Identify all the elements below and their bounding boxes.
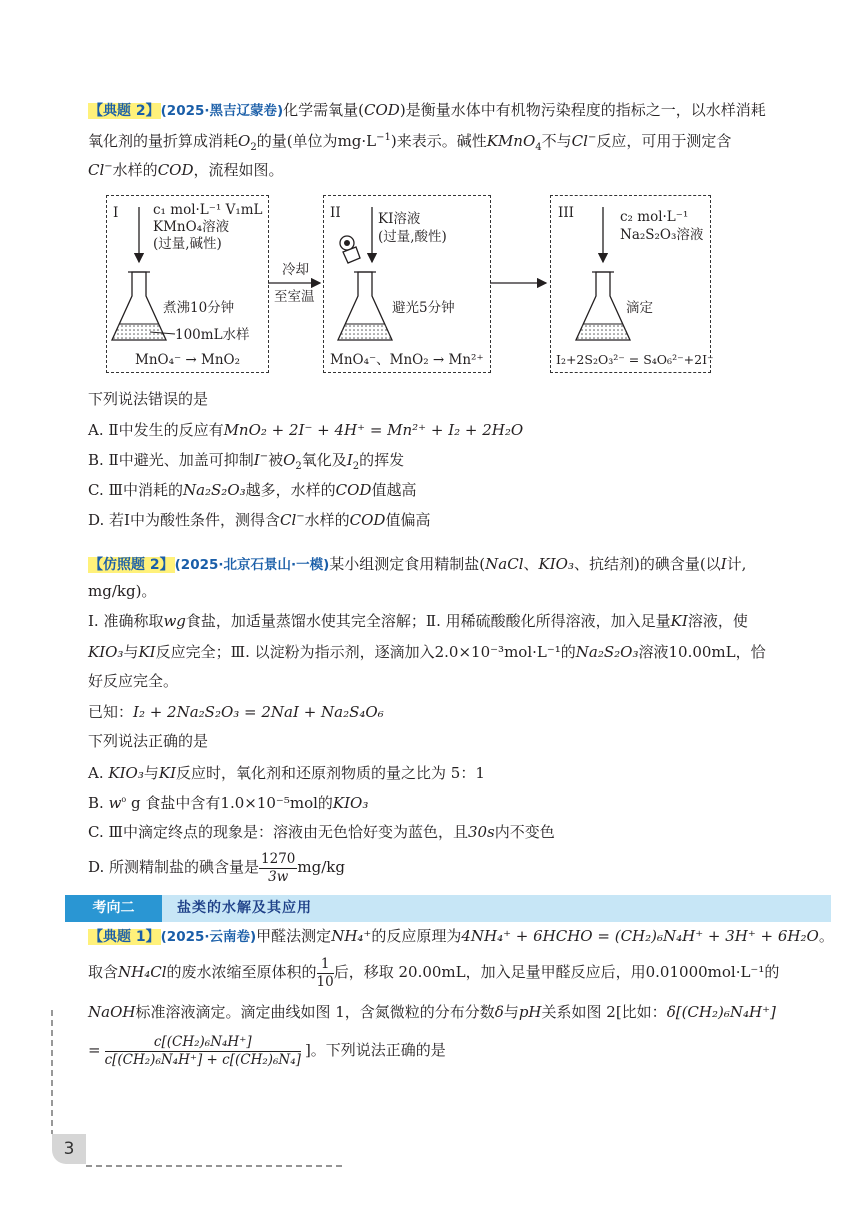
q1-cl: Cl — [88, 161, 105, 179]
step-3-label: III — [558, 205, 574, 221]
option-text: 水样的 — [304, 511, 350, 529]
arrow-label-bottom: 至室温 — [274, 289, 315, 305]
q2-line-3 — [88, 610, 748, 632]
q3-stem: 。 — [818, 927, 834, 945]
q2-line-1: 【仿照题 2】(2025·北京石景山·一模)某小组测定食用精制盐(NaCl、KIO₃、抗结剂)的碘含量(以I计, — [89, 555, 747, 573]
q2-nacl: NaCl — [485, 555, 524, 573]
step-2-operation: 避光5分钟 — [392, 300, 455, 316]
q2-text: Ⅰ. 准确称取 — [88, 612, 164, 630]
step-1-sample: 100mL水样 — [175, 327, 250, 343]
q1-line-3: Cl−水样的COD，流程如图。 — [88, 161, 284, 179]
q1-stem: )是衡量水体中有机物污染程度的指标之一，以水样消耗 — [399, 101, 766, 119]
q3-text: 标准溶液滴定。滴定曲线如图 1，含氮微粒的分布分数 — [135, 1003, 495, 1021]
q3-ph: pH — [518, 1003, 542, 1021]
q3-delta-expression: δ[(CH₂)₆N₄H⁺] — [666, 1003, 776, 1021]
q2-prompt: 下列说法正确的是 — [88, 732, 209, 750]
q1-option-b: B. Ⅱ中避光、加盖可抑制I−被$O_2$氧化及$I_2$的挥发 — [88, 451, 405, 472]
q3-nh4cl: NH₄Cl — [118, 963, 167, 981]
q1-unit: mg·L — [337, 132, 377, 150]
q2-text: 与 — [123, 643, 139, 661]
q2-text: 的 — [560, 643, 576, 661]
q2-stem: 某小组测定食用精制盐( — [329, 555, 486, 573]
step-3-reagent: Na₂S₂O₃溶液 — [620, 227, 704, 243]
q2-known — [88, 701, 384, 723]
section-label: 考向二 — [65, 895, 162, 922]
option-cod: COD — [335, 481, 372, 499]
q2-known-equation: I₂ + 2Na₂S₂O₃ = 2NaI + Na₂S₄O₆ — [133, 703, 384, 721]
fraction-denominator: 10 — [316, 973, 334, 990]
option-fraction — [259, 851, 297, 886]
q3-text: 的 — [764, 963, 780, 981]
q2-text: 溶液，使 — [687, 612, 748, 630]
option-equation: MnO₂ + 2I⁻ + 4H⁺ = Mn²⁺ + I₂ + 2H₂O — [223, 421, 524, 439]
q1-stem: 反应，可用于测定含 — [596, 132, 732, 150]
q3-naoh: NaOH — [88, 1003, 136, 1021]
q2-text: 反应完全；Ⅲ. 以淀粉为指示剂，逐滴加入 — [155, 643, 435, 661]
q3-text: 后，移取 20.00mL，加入足量甲醛反应后，用 — [333, 963, 646, 981]
q3-tag: 【典题 1】 — [89, 929, 160, 945]
option-o2: O — [283, 451, 296, 469]
q2-source: (2025·北京石景山·一模) — [174, 557, 330, 573]
option-text: A. — [88, 764, 104, 782]
q3-source: (2025·云南卷) — [160, 929, 257, 945]
fraction-numerator: 1270 — [261, 850, 296, 867]
option-text: C. Ⅲ中滴定终点的现象是：溶液由无色恰好变为蓝色，且 — [88, 823, 468, 841]
q3-text: ]。下列说法正确的是 — [304, 1041, 446, 1059]
q3-text: 关系如图 2[比如： — [541, 1003, 667, 1021]
option-kio3: KIO₃ — [332, 794, 369, 812]
option-text: 越多，水样的 — [245, 481, 336, 499]
option-cl: Cl — [279, 511, 297, 529]
q2-line-4 — [88, 641, 766, 663]
option-text: 内不变色 — [494, 823, 555, 841]
q1-option-c — [88, 479, 416, 501]
section-bar — [65, 895, 831, 922]
step-3-equation: I₂+2S₂O₃²⁻ = S₄O₆²⁻+2I⁻ — [556, 352, 714, 367]
step-2-equation: MnO₄⁻、MnO₂ → Mn²⁺ — [330, 352, 484, 368]
q2-ki: KI — [670, 612, 688, 630]
q3-text: 的废水浓缩至原体积的 — [166, 963, 317, 981]
step-3-reagent: c₂ mol·L⁻¹ — [620, 209, 689, 225]
q1-stem: 不与 — [541, 132, 572, 150]
q1-stem: 的量(单位为 — [256, 132, 338, 150]
arrow-label-top: 冷却 — [282, 262, 309, 278]
q2-stem: 计, — [726, 555, 747, 573]
q3-line-1 — [88, 925, 834, 948]
option-text: D. 所测精制盐的碘含量是 — [88, 858, 260, 876]
q2-i: I — [720, 555, 727, 573]
page-corner-decoration — [0, 1000, 868, 1227]
option-text: 的 — [317, 794, 333, 812]
q2-na: Na₂S₂O₃ — [575, 643, 639, 661]
q3-concentration: 0.01000mol·L⁻¹ — [645, 963, 765, 981]
option-text: mg/kg — [297, 858, 345, 876]
q1-o2: O — [238, 132, 251, 150]
option-text: 被 — [268, 451, 284, 469]
flask-1 — [112, 272, 166, 340]
q3-equation: 4NH₄⁺ + 6HCHO = (CH₂)₆N₄H⁺ + 3H⁺ + 6H₂O — [461, 927, 819, 945]
option-text: 值偏高 — [385, 511, 431, 529]
step-1-label: I — [113, 205, 119, 221]
option-text: 1.0×10⁻⁵mol — [220, 794, 318, 812]
q1-kmno4: KMnO — [486, 132, 536, 150]
q3-delta: δ — [494, 1003, 504, 1021]
stopper-icon — [340, 236, 360, 263]
q1-cl: Cl — [571, 132, 588, 150]
option-text: A. Ⅱ中发生的反应有 — [88, 421, 224, 439]
step-1-reagent: (过量,碱性) — [153, 236, 222, 252]
option-text: B. Ⅱ中避光、加盖可抑制 — [88, 451, 254, 469]
q3-fraction — [317, 956, 334, 991]
q1-prompt: 下列说法错误的是 — [88, 390, 209, 408]
q2-option-b: B. $w^o$ g 食盐中含有1.0×10⁻⁵mol的KIO₃ — [88, 794, 369, 812]
q1-stem: )来表示。碱性 — [390, 132, 487, 150]
q1-option-d: D. 若Ⅰ中为酸性条件，测得含Cl−水样的COD值偏高 — [88, 511, 431, 529]
q3-stem: 的反应原理为 — [371, 927, 462, 945]
option-text: 的挥发 — [359, 451, 405, 469]
option-text: B. — [88, 794, 104, 812]
q2-text: 溶液10.00mL，恰 — [638, 643, 766, 661]
q2-kio3: KIO₃ — [538, 555, 574, 573]
q3-line-2 — [88, 953, 779, 991]
fraction-denominator: 3w — [268, 868, 289, 885]
flask-2 — [338, 272, 392, 340]
q2-stem: 、抗结剂)的碘含量(以 — [573, 555, 721, 573]
q2-line-2: mg/kg)。 — [88, 582, 157, 600]
q3-stem: 甲醛法测定 — [256, 927, 332, 945]
option-text: 反应时，氧化剂和还原剂物质的量之比为 5：1 — [176, 764, 485, 782]
q3-text: = — [88, 1041, 101, 1059]
step-2-reagent: KI溶液 — [378, 211, 421, 227]
step-2-reagent: (过量,酸性) — [378, 229, 447, 245]
option-text: 值越高 — [371, 481, 417, 499]
fraction-denominator: c[(CH₂)₆N₄H⁺] + c[(CH₂)₆N₄] — [104, 1051, 301, 1068]
step-1-reagent: c₁ mol·L⁻¹ V₁mL — [153, 202, 263, 218]
flow-diagram-graphics — [0, 0, 868, 400]
q1-line-2: 氧化剂的量折算成消耗$O_2$的量(单位为$mg\cdot L^{-1}$)来表示。碱性KMnO$_4$不与Cl−反应，可用于测定含 — [88, 132, 732, 153]
q3-text: 与 — [503, 1003, 519, 1021]
q1-option-a — [88, 419, 523, 441]
step-1-operation: 煮沸10分钟 — [163, 300, 235, 316]
fraction-numerator: c[(CH₂)₆N₄H⁺] — [105, 1034, 301, 1052]
option-text: C. Ⅲ中消耗的 — [88, 481, 183, 499]
option-text: D. 若Ⅰ中为酸性条件，测得含 — [88, 511, 280, 529]
option-text: g 食盐中含有 — [131, 794, 221, 812]
q1-stem: 化学需氧量( — [283, 101, 365, 119]
option-text: 与 — [143, 764, 159, 782]
q2-option-c — [88, 821, 555, 843]
q2-concentration: 2.0×10⁻³mol·L⁻¹ — [434, 643, 561, 661]
q1-source: (2025·黑吉辽蒙卷) — [160, 103, 284, 119]
q1-stem: 水样的 — [112, 161, 158, 179]
option-ki: KI — [158, 764, 176, 782]
q2-kio3: KIO₃ — [88, 643, 124, 661]
option-formula: Na₂S₂O₃ — [182, 481, 246, 499]
q2-text: 已知： — [88, 703, 134, 721]
fraction-numerator: 1 — [317, 956, 334, 974]
page-number: 3 — [52, 1134, 86, 1164]
option-w: w — [108, 794, 122, 812]
q2-w: wg — [163, 612, 186, 630]
q1-cod: COD — [157, 161, 194, 179]
q1-tag: 【典题 2】 — [89, 103, 160, 119]
flask-3 — [576, 272, 630, 340]
step-1-reagent: KMnO₄溶液 — [153, 219, 230, 235]
q2-text: 食盐，加适量蒸馏水使其完全溶解；Ⅱ. 用稀硫酸酸化所得溶液，加入足量 — [185, 612, 671, 630]
q1-cod: COD — [364, 101, 400, 119]
option-text: 氧化及 — [301, 451, 347, 469]
step-3-operation: 滴定 — [626, 300, 653, 316]
q1-stem: ，流程如图。 — [193, 161, 284, 179]
q2-line-5: 好反应完全。 — [88, 672, 179, 690]
option-kio3: KIO₃ — [108, 764, 144, 782]
step-2-label: II — [330, 205, 341, 221]
option-cod: COD — [349, 511, 386, 529]
section-title: 盐类的水解及其应用 — [177, 900, 312, 916]
q1-stem: 氧化剂的量折算成消耗 — [88, 132, 239, 150]
q2-ki: KI — [138, 643, 156, 661]
q3-text: 取含 — [88, 963, 119, 981]
q2-tag: 【仿照题 2】 — [89, 557, 174, 573]
q3-nh4: NH₄⁺ — [331, 927, 372, 945]
option-time: 30s — [467, 823, 495, 841]
step-1-equation: MnO₄⁻ → MnO₂ — [135, 352, 241, 368]
q2-option-a — [88, 762, 485, 784]
q2-option-d — [88, 848, 345, 886]
